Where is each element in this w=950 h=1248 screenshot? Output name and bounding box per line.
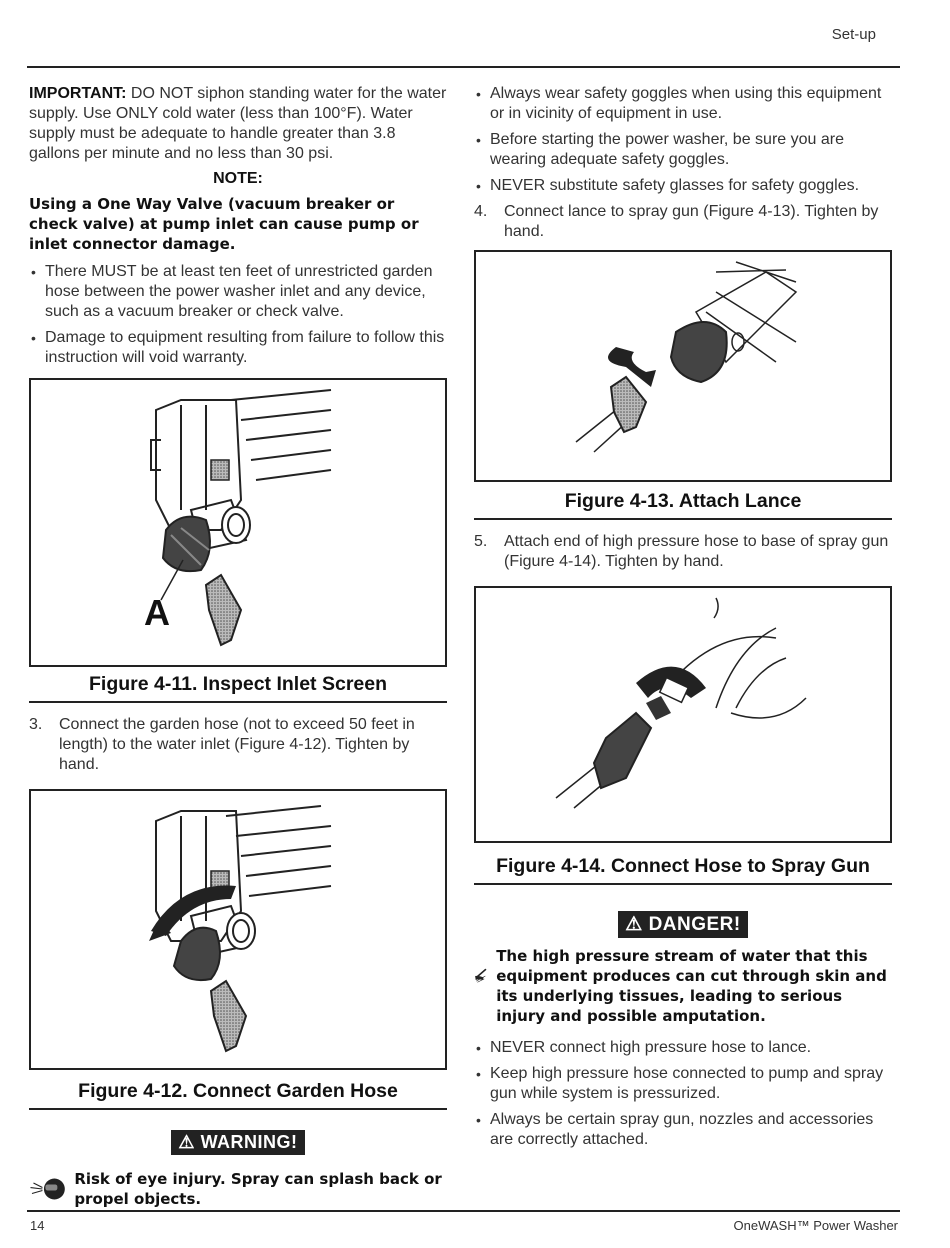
- callout-a-label: A: [144, 592, 170, 633]
- pump-inlet-illustration: [31, 380, 445, 665]
- warning-badge-row: [29, 1130, 447, 1155]
- header-rule: [27, 66, 900, 68]
- step-3: [29, 715, 447, 775]
- step-text: Attach end of high pressure hose to base of spray gun (Figure 4-14). Tighten by hand.: [504, 533, 889, 570]
- step-number: 5.: [474, 533, 488, 550]
- danger-text: The high pressure stream of water that this equipment produces can cut through skin and its underlying tissues, leading to serious injury and possible amputation.: [496, 947, 887, 1025]
- warning-badge: ⚠ WARNING!: [171, 1130, 304, 1155]
- warning-row: [29, 1169, 447, 1209]
- lance-illustration: [476, 252, 890, 480]
- list-item: • Before starting the power washer, be sure you are wearing adequate safety goggles.: [474, 130, 892, 170]
- step-number: 3.: [29, 716, 43, 733]
- step-text: Connect the garden hose (not to exceed 50 feet in length) to the water inlet (Figure 4-12). Tighten by hand.: [59, 716, 415, 773]
- warning-text: Risk of eye injury. Spray can splash back or propel objects.: [74, 1170, 442, 1208]
- danger-badge-label: DANGER!: [648, 914, 741, 935]
- step-text: Connect lance to spray gun (Figure 4-13). Tighten by hand.: [504, 203, 879, 240]
- list-item: • Always wear safety goggles when using this equipment or in vicinity of equipment in use.: [474, 84, 892, 124]
- hose-gun-illustration: [476, 588, 890, 841]
- list-item: • Damage to equipment resulting from failure to follow this instruction will void warranty.: [29, 328, 447, 368]
- important-text: DO NOT siphon standing water for the water supply. Use ONLY cold water (less than 100°F). Water supply must be adequate to handle greater than 3.8 gallons per minute and no less than 30 psi.: [29, 85, 447, 162]
- footer-rule: [27, 1210, 900, 1212]
- figure-4-13: [474, 250, 892, 482]
- hose-bullet-list: [474, 1038, 892, 1150]
- note-bold-text: Using a One Way Valve (vacuum breaker or check valve) at pump inlet can cause pump or inlet connector damage.: [29, 195, 419, 253]
- figure-4-11: [29, 378, 447, 667]
- note-heading: NOTE:: [213, 170, 263, 187]
- warning-badge-label: WARNING!: [200, 1132, 298, 1152]
- page-number: 14: [30, 1218, 45, 1233]
- left-column: [29, 84, 447, 1209]
- important-label: IMPORTANT:: [29, 85, 127, 102]
- step-4: [474, 202, 892, 242]
- garden-hose-illustration: [31, 791, 445, 1068]
- valve-bullet-list: [29, 262, 447, 368]
- list-item: • NEVER connect high pressure hose to lance.: [474, 1038, 892, 1058]
- eye-splash-icon: [29, 1169, 66, 1209]
- figure-4-11-caption: Figure 4-11. Inspect Inlet Screen: [29, 673, 447, 703]
- list-item: • Always be certain spray gun, nozzles and accessories are correctly attached.: [474, 1110, 892, 1150]
- list-item: • Keep high pressure hose connected to pump and spray gun while system is pressurized.: [474, 1064, 892, 1104]
- figure-4-14-caption: Figure 4-14. Connect Hose to Spray Gun: [474, 855, 892, 885]
- important-paragraph: [29, 84, 447, 164]
- danger-badge: ⚠ DANGER!: [618, 911, 747, 938]
- cut-hazard-icon: [474, 946, 488, 1006]
- figure-4-12-caption: Figure 4-12. Connect Garden Hose: [29, 1080, 447, 1110]
- right-column: [474, 84, 892, 1156]
- goggles-bullet-list: [474, 84, 892, 196]
- danger-row: [474, 946, 892, 1026]
- section-header: Set-up: [831, 26, 876, 43]
- step-5: [474, 532, 892, 572]
- list-item: • NEVER substitute safety glasses for safety goggles.: [474, 176, 892, 196]
- step-number: 4.: [474, 203, 488, 220]
- product-name: OneWASH™ Power Washer: [733, 1218, 898, 1233]
- figure-4-12: [29, 789, 447, 1070]
- figure-4-13-caption: Figure 4-13. Attach Lance: [474, 490, 892, 520]
- list-item: • There MUST be at least ten feet of unrestricted garden hose between the power washer inlet and any device, such as a vacuum breaker or check valve.: [29, 262, 447, 322]
- figure-4-14: [474, 586, 892, 843]
- danger-badge-row: [474, 911, 892, 938]
